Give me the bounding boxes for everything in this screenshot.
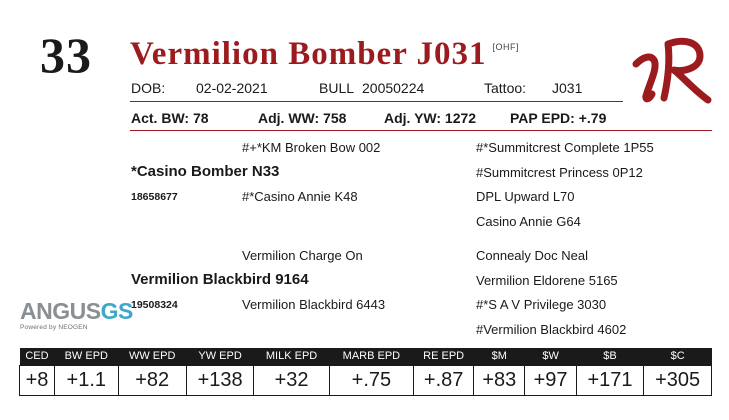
lot-number: 33 (40, 27, 92, 83)
pedigree-dam-dam-sire: #*S A V Privilege 3030 (476, 297, 607, 312)
epd-header-row (20, 348, 712, 365)
vermilion-brand-logo-icon (628, 30, 718, 110)
epd-value-re: +.87 (414, 365, 474, 395)
animal-name (130, 38, 519, 71)
pedigree-sire: *Casino Bomber N33 (131, 163, 280, 180)
pedigree-dam-sire-sire: Connealy Doc Neal (476, 248, 589, 263)
epd-value-w: +97 (525, 365, 576, 395)
tattoo-label: Tattoo: (484, 80, 527, 96)
pedigree-dam-dam: Vermilion Blackbird 6443 (242, 297, 386, 312)
registration-number: 20050224 (362, 80, 425, 96)
angus-wordmark-part2: GS (100, 298, 133, 324)
epd-value-c: +305 (644, 365, 712, 395)
pedigree-sire-sire-dam: #Summitcrest Princess 0P12 (476, 165, 643, 180)
angus-gs-wordmark (20, 300, 133, 323)
epd-header-milk: MILK EPD (254, 348, 329, 365)
pedigree-dam-dam-dam: #Vermilion Blackbird 4602 (476, 322, 627, 337)
epd-value-milk: +32 (254, 365, 329, 395)
epd-header-b: $B (576, 348, 644, 365)
angus-gs-tagline: Powered by NEOGEN (20, 324, 88, 331)
epd-value-marb: +.75 (329, 365, 413, 395)
dob-label: DOB: (131, 80, 166, 96)
animal-name-text: Vermilion Bomber J031 (130, 36, 487, 72)
pedigree-sire-dam-dam: Casino Annie G64 (476, 214, 581, 229)
epd-value-ww: +82 (118, 365, 186, 395)
epd-header-ww: WW EPD (118, 348, 186, 365)
epd-header-m: $M (474, 348, 525, 365)
epd-header-bw: BW EPD (54, 348, 118, 365)
pedigree-sire-sire-sire: #*Summitcrest Complete 1P55 (476, 140, 654, 155)
dob-value: 02-02-2021 (196, 80, 268, 96)
angus-gs-logo (20, 300, 133, 331)
animal-tag: [OHF] (492, 42, 519, 52)
epd-value-bw: +1.1 (54, 365, 118, 395)
epd-value-m: +83 (474, 365, 525, 395)
adjusted-yearling-weight: Adj. YW: 1272 (384, 110, 477, 126)
epd-value-ced: +8 (20, 365, 55, 395)
epd-value-b: +171 (576, 365, 644, 395)
performance-divider (130, 130, 712, 131)
epd-header-ced: CED (20, 348, 55, 365)
epd-table (19, 348, 712, 396)
pap-epd: PAP EPD: +.79 (510, 110, 607, 126)
adjusted-weaning-weight: Adj. WW: 758 (258, 110, 347, 126)
epd-header-c: $C (644, 348, 712, 365)
epd-header-re: RE EPD (414, 348, 474, 365)
epd-value-yw: +138 (186, 365, 254, 395)
pedigree-dam-reg: 19508324 (131, 299, 178, 311)
sex-label: BULL (319, 80, 355, 96)
angus-wordmark-part1: ANGUS (20, 298, 101, 324)
actual-birth-weight: Act. BW: 78 (131, 110, 209, 126)
pedigree-sire-sire: #+*KM Broken Bow 002 (242, 140, 381, 155)
tattoo-value: J031 (552, 80, 583, 96)
pedigree-sire-dam: #*Casino Annie K48 (242, 189, 358, 204)
pedigree-dam-sire: Vermilion Charge On (242, 248, 363, 263)
epd-header-marb: MARB EPD (329, 348, 413, 365)
info-divider (130, 101, 623, 102)
pedigree-sire-dam-sire: DPL Upward L70 (476, 189, 575, 204)
pedigree-dam-sire-dam: Vermilion Eldorene 5165 (476, 273, 618, 288)
epd-value-row (20, 365, 712, 395)
pedigree-sire-reg: 18658677 (131, 191, 178, 203)
epd-header-yw: YW EPD (186, 348, 254, 365)
pedigree-dam: Vermilion Blackbird 9164 (131, 271, 309, 288)
epd-header-w: $W (525, 348, 576, 365)
